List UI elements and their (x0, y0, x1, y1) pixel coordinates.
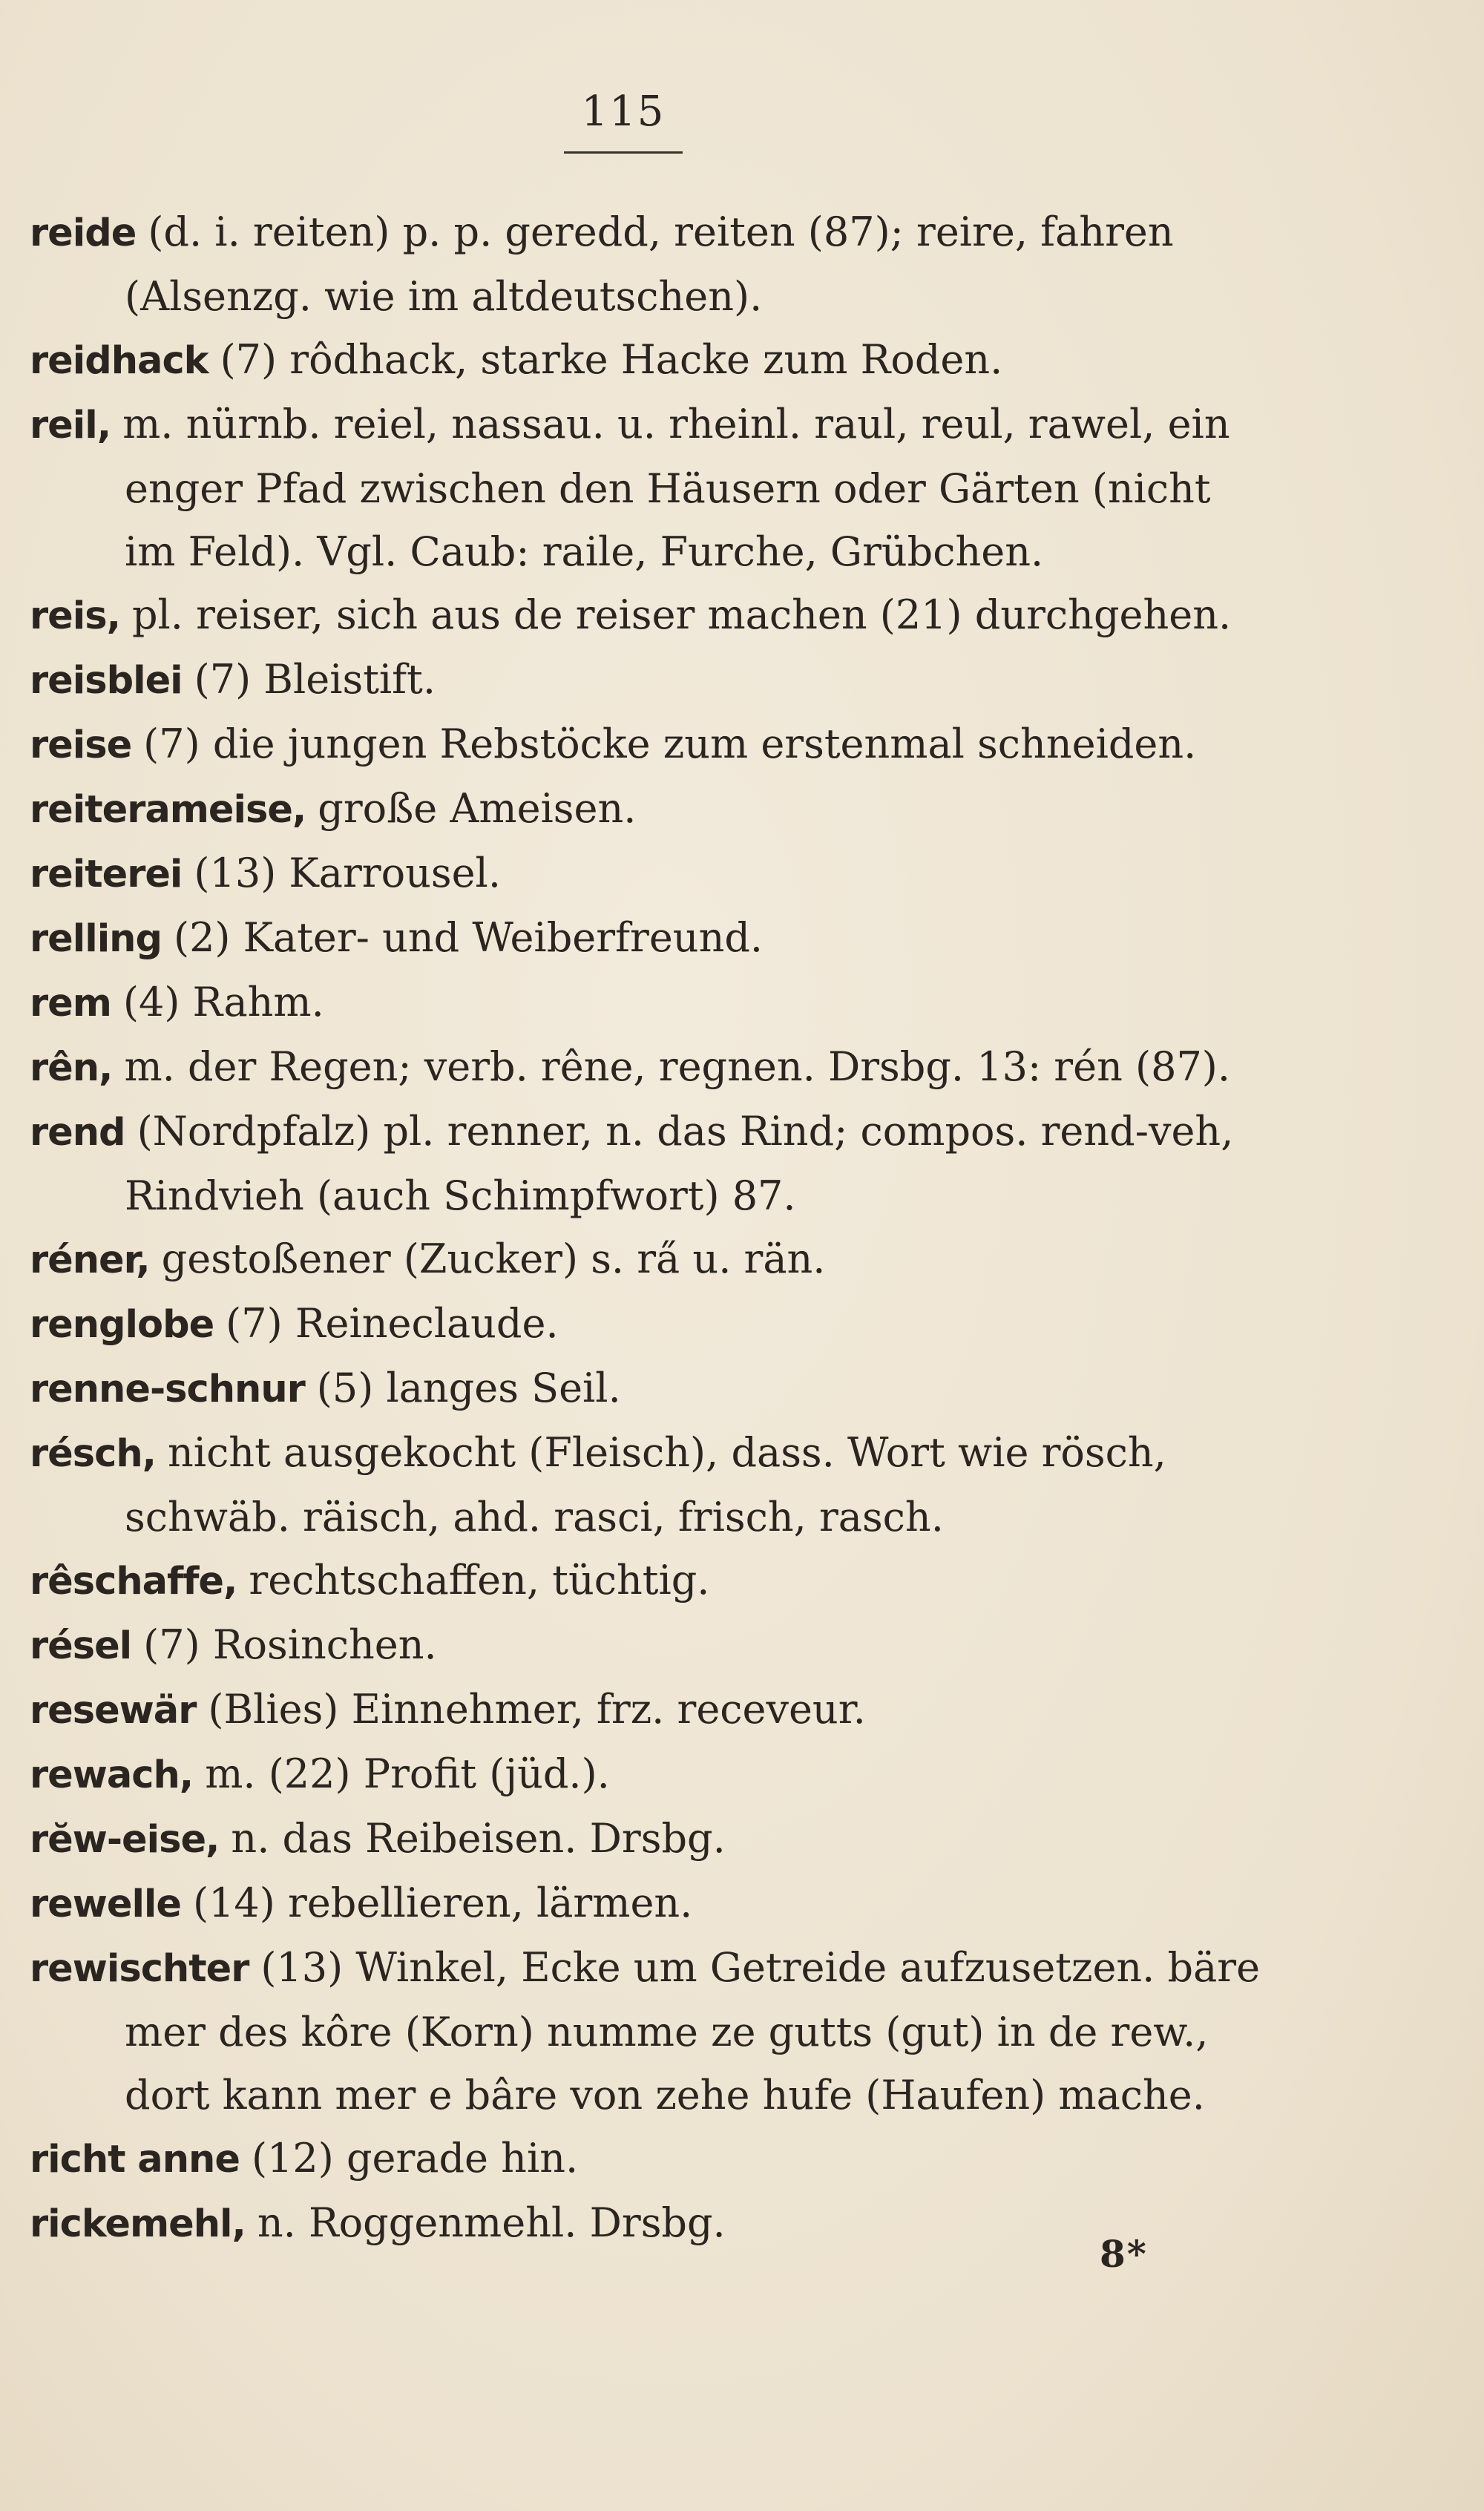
entry-headword: reise (30, 723, 132, 767)
entry-definition: nicht ausgekocht (Fleisch), dass. Wort wie rösch, schwäb. räisch, ahd. rasci, frisch, rasch. (125, 1429, 1166, 1540)
entry-definition: (2) Kater- und Weiberfreund. (174, 914, 764, 961)
entry-headword: reiterameise, (30, 788, 306, 832)
entry-definition: (14) rebellieren, lärmen. (193, 1880, 693, 1926)
entry-headword: renne-schnur (30, 1368, 305, 1411)
dictionary-entry (30, 1035, 1261, 1100)
entry-definition: (7) die jungen Rebstöcke zum erstenmal schneiden. (143, 721, 1197, 767)
entry-definition: (7) Rosinchen. (143, 1621, 437, 1668)
dictionary-entries (30, 200, 1261, 2256)
entry-definition: m. (22) Profit (jüd.). (205, 1750, 610, 1797)
entry-headword: réner, (30, 1238, 150, 1282)
entry-headword: relling (30, 917, 162, 961)
dictionary-entry (30, 906, 1261, 971)
entry-definition: (5) langes Seil. (316, 1365, 621, 1411)
entry-headword: rem (30, 982, 111, 1025)
dictionary-entry (30, 1678, 1261, 1742)
page-number: 115 (581, 88, 666, 136)
entry-definition: rechtschaffen, tüchtig. (249, 1557, 710, 1604)
entry-definition: pl. reiser, sich aus de reiser machen (21) durchgehen. (131, 591, 1232, 638)
entry-definition: (7) Bleistift. (194, 656, 436, 703)
dictionary-entry (30, 712, 1261, 777)
dictionary-entry (30, 1100, 1261, 1227)
dictionary-entry (30, 1549, 1261, 1613)
entry-definition: (13) Winkel, Ecke um Getreide aufzusetzen. bäre mer des kôre (Korn) numme ze gutts (gut) in de rew., dort kann mer e bâre von zehe hufe (Haufen) mache. (125, 1944, 1261, 2118)
dictionary-entry (30, 393, 1261, 583)
entry-headword: reis, (30, 594, 120, 638)
entry-definition: (12) gerade hin. (251, 2135, 579, 2182)
entry-headword: reidhack (30, 339, 209, 383)
entry-headword: rewischter (30, 1947, 249, 1991)
dictionary-entry (30, 200, 1261, 328)
entry-definition: (7) rôdhack, starke Hacke zum Roden. (220, 336, 1003, 383)
entry-definition: (d. i. reiten) p. p. geredd, reiten (87); reire, fahren (Alsenzg. wie im altdeutschen). (125, 209, 1174, 320)
entry-definition: (7) Reineclaude. (226, 1300, 559, 1347)
entry-headword: résch, (30, 1432, 157, 1476)
entry-headword: resewär (30, 1689, 197, 1733)
dictionary-entry (30, 1871, 1261, 1936)
dictionary-entry (30, 1807, 1261, 1871)
dictionary-entry (30, 648, 1261, 712)
entry-headword: rend (30, 1111, 125, 1155)
dictionary-entry (30, 2127, 1261, 2191)
entry-headword: reide (30, 211, 137, 255)
entry-definition: gestoßener (Zucker) s. ra̋ u. rän. (161, 1235, 826, 1282)
entry-definition: (4) Rahm. (122, 979, 324, 1025)
entry-definition: n. das Reibeisen. Drsbg. (231, 1815, 726, 1862)
dictionary-entry (30, 1227, 1261, 1292)
dictionary-entry (30, 1936, 1261, 2127)
entry-headword: reil, (30, 404, 111, 447)
dictionary-entry (30, 1613, 1261, 1678)
entry-definition: große Ameisen. (318, 785, 637, 832)
dictionary-entry (30, 1292, 1261, 1356)
entry-definition: (Nordpfalz) pl. renner, n. das Rind; compos. rend-veh, Rindvieh (auch Schimpfwort) 87. (125, 1108, 1234, 1219)
entry-headword: renglobe (30, 1303, 214, 1347)
entry-definition: n. Roggenmehl. Drsbg. (257, 2199, 726, 2246)
entry-definition: m. der Regen; verb. rêne, regnen. Drsbg. 13: rén (87). (124, 1043, 1231, 1090)
dictionary-entry (30, 1356, 1261, 1421)
entry-headword: rickemehl, (30, 2202, 246, 2246)
header-rule (564, 151, 683, 154)
entry-headword: reisblei (30, 659, 183, 703)
dictionary-entry (30, 841, 1261, 906)
entry-definition: (Blies) Einnehmer, frz. receveur. (208, 1686, 866, 1733)
entry-headword: rêschaffe, (30, 1560, 237, 1604)
entry-definition: (13) Karrousel. (194, 850, 501, 896)
entry-headword: rĕw-eise, (30, 1818, 220, 1862)
dictionary-entry (30, 1742, 1261, 1807)
dictionary-entry (30, 777, 1261, 841)
entry-headword: rewach, (30, 1753, 194, 1797)
dictionary-entry (30, 971, 1261, 1035)
dictionary-entry (30, 2191, 1261, 2256)
dictionary-entry (30, 583, 1261, 648)
signature-mark: 8* (1100, 2232, 1148, 2276)
entry-headword: rewelle (30, 1883, 181, 1926)
entry-headword: résel (30, 1624, 132, 1668)
dictionary-entry (30, 1421, 1261, 1549)
dictionary-entry (30, 328, 1261, 393)
entry-headword: rên, (30, 1046, 113, 1090)
entry-headword: reiterei (30, 853, 183, 896)
entry-definition: m. nürnb. reiel, nassau. u. rheinl. raul, reul, rawel, ein enger Pfad zwischen den Häusern oder Gärten (nicht im Feld). Vgl. Caub: raile, Furche, Grübchen. (122, 401, 1230, 575)
entry-headword: richt anne (30, 2138, 240, 2182)
